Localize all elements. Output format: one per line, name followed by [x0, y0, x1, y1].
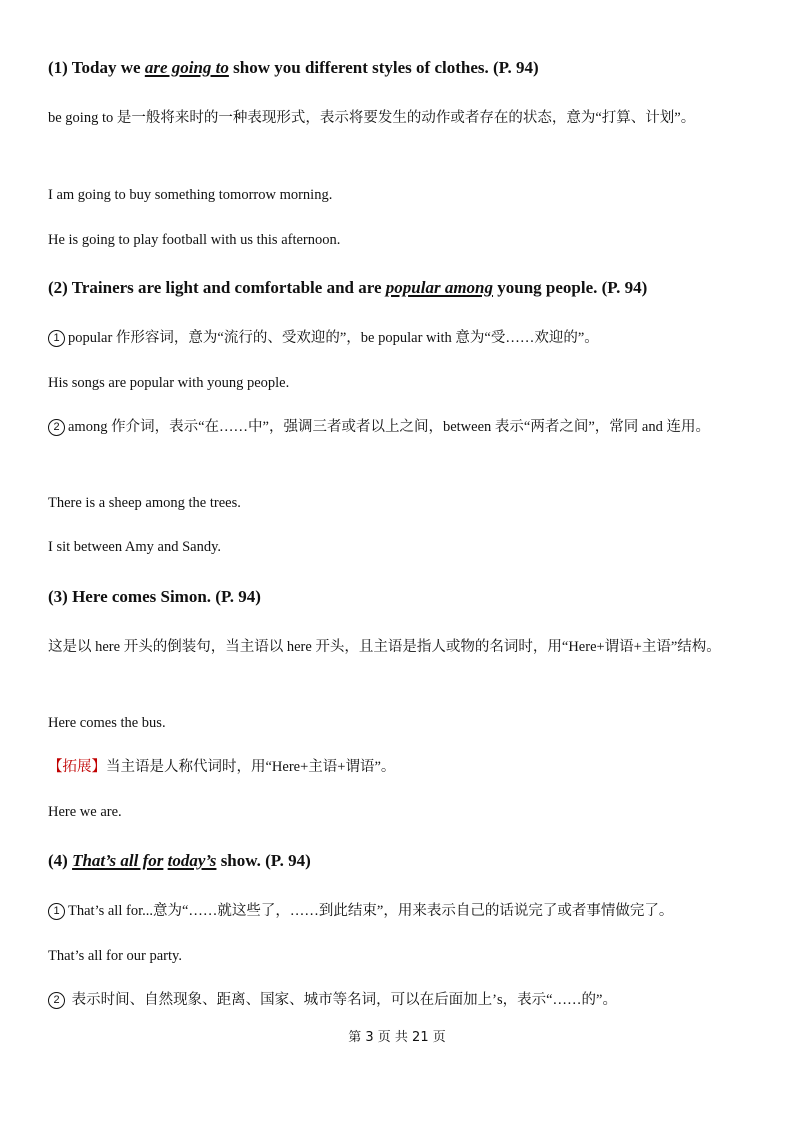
heading-text: (4) — [48, 851, 73, 870]
heading-text: show. (P. 94) — [216, 851, 311, 870]
section-2-example-3: I sit between Amy and Sandy. — [48, 539, 222, 555]
heading-emphasis: That’s all for — [72, 851, 164, 870]
heading-text: (1) Today we — [48, 58, 145, 77]
section-3-heading: (3) Here comes Simon. (P. 94) — [48, 587, 261, 606]
circled-number: 2 — [48, 992, 65, 1009]
heading-emphasis: popular among — [385, 278, 494, 297]
extension-tag: 【拓展】 — [48, 759, 106, 775]
section-3-explanation: 这是以 here 开头的倒装句，当主语以 here 开头，且主语是指人或物的名词时，用“Here+谓语+主语”结构。 — [48, 639, 721, 655]
section-3-example-2: Here we are. — [48, 804, 122, 820]
heading-text: young people. (P. 94) — [493, 278, 648, 297]
note-text: 表示时间、自然现象、距离、国家、城市等名词，可以在后面加上’s，表示“……的”。 — [68, 992, 617, 1008]
heading-emphasis: are going to — [144, 58, 229, 77]
section-1-heading — [48, 58, 748, 78]
section-4-example-1: That’s all for our party. — [48, 948, 182, 964]
page-footer: 第 3 页 共 21 页 — [348, 1030, 446, 1045]
section-2-example-2: There is a sheep among the trees. — [48, 495, 241, 511]
note-text: popular 作形容词，意为“流行的、受欢迎的”，be popular with 意为“受……欢迎的”。 — [68, 330, 599, 346]
section-2-note-2 — [48, 412, 748, 443]
heading-text: (2) Trainers are light and comfortable and are — [48, 278, 386, 297]
section-4-heading — [48, 851, 748, 871]
section-4-note-1 — [48, 901, 748, 921]
section-1-explanation: be going to 是一般将来时的一种表现形式，表示将要发生的动作或者存在的状态，意为“打算、计划”。 — [48, 110, 696, 126]
section-1-example-2: He is going to play football with us this afternoon. — [48, 232, 341, 248]
circled-number: 2 — [48, 419, 65, 436]
section-2-note-1 — [48, 328, 748, 348]
section-4-note-2 — [48, 990, 748, 1010]
circled-number: 1 — [48, 903, 65, 920]
section-2-example-1: His songs are popular with young people. — [48, 375, 290, 391]
section-2-heading — [48, 278, 748, 298]
circled-number: 1 — [48, 330, 65, 347]
extension-text: 当主语是人称代词时，用“Here+主语+谓语”。 — [106, 759, 396, 775]
section-3-extension — [48, 757, 748, 777]
note-text: That’s all for...意为“……就这些了，……到此结束”，用来表示自己的话说完了或者事情做完了。 — [68, 903, 674, 919]
section-3-example-1: Here comes the bus. — [48, 715, 166, 731]
section-1-example-1: I am going to buy something tomorrow morning. — [48, 187, 333, 203]
heading-emphasis: today’s — [167, 851, 217, 870]
note-text: among 作介词，表示“在……中”，强调三者或者以上之间，between 表示“两者之间”，常同 and 连用。 — [68, 419, 710, 435]
heading-text: show you different styles of clothes. (P. 94) — [228, 58, 539, 77]
